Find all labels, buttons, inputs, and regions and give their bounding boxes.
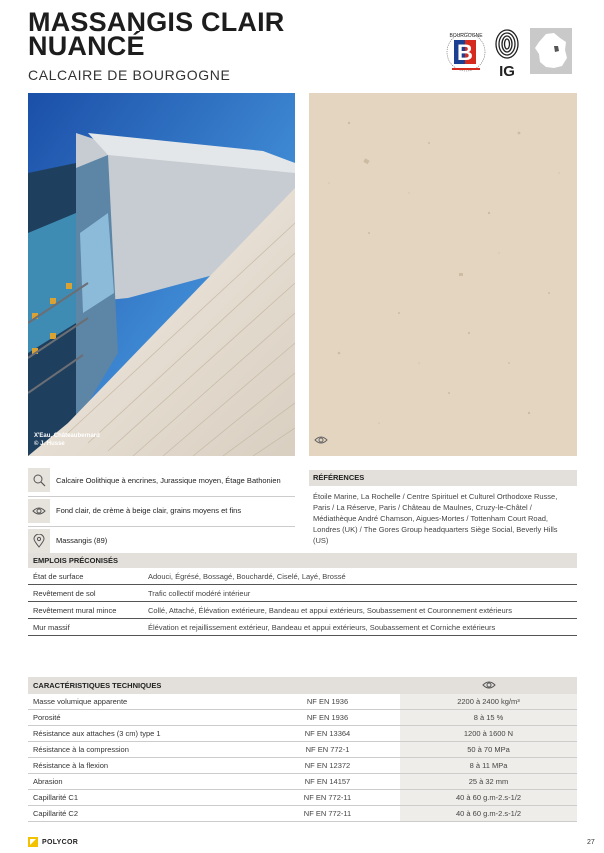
page-number: 27 bbox=[587, 839, 595, 846]
characteristic-value: 40 à 60 g.m-2.s-1/2 bbox=[400, 790, 577, 805]
eye-icon bbox=[28, 499, 50, 523]
characteristic-label: Abrasion bbox=[33, 777, 63, 786]
eye-icon bbox=[314, 432, 328, 450]
page-subtitle: CALCAIRE DE BOURGOGNE bbox=[28, 67, 231, 83]
title-line-1: MASSANGIS CLAIR bbox=[28, 7, 285, 37]
stone-texture-swatch bbox=[309, 93, 577, 456]
table-row bbox=[28, 726, 577, 742]
table-row bbox=[28, 568, 577, 585]
characteristic-norm: NF EN 1936 bbox=[306, 697, 349, 706]
bourgogne-logo bbox=[444, 28, 488, 78]
ig-logo-text: IG bbox=[499, 63, 515, 80]
characteristic-norm: NF EN 13364 bbox=[304, 729, 351, 738]
references-heading: RÉFÉRENCES bbox=[309, 470, 577, 486]
title-line-2: NUANCÉ bbox=[28, 31, 145, 61]
characteristic-value: 25 à 32 mm bbox=[400, 774, 577, 789]
references-list: Étoile Marine, La Rochelle / Centre Spirituel et Culturel Orthodoxe Russe, Paris / La Réserve, Paris / Château de Maulnes, Cruzy-le-Châtel / Médiathèque André Chamson, Aigues-Mortes / Tottenham Court Road, Londres (UK) / The Gores Group headquarters Siège Social, Beverly Hills (US) bbox=[313, 492, 558, 545]
table-row bbox=[28, 694, 577, 710]
property-geology-text: Calcaire Oolithique à encrines, Jurassique moyen, Étage Bathonien bbox=[56, 475, 281, 485]
table-row bbox=[28, 806, 577, 822]
characteristic-norm: NF EN 772-1 bbox=[305, 745, 350, 754]
use-value: Trafic collectif modéré intérieur bbox=[148, 589, 251, 598]
characteristic-label: Porosité bbox=[33, 713, 61, 722]
location-pin-icon bbox=[28, 529, 50, 553]
polycor-logo bbox=[28, 837, 78, 847]
table-row bbox=[28, 742, 577, 758]
table-row bbox=[28, 774, 577, 790]
characteristic-label: Masse volumique apparente bbox=[33, 697, 128, 706]
characteristic-value: 2200 à 2400 kg/m³ bbox=[400, 694, 577, 709]
use-label: Revêtement mural mince bbox=[33, 606, 117, 615]
references-section bbox=[309, 470, 577, 546]
table-row bbox=[28, 585, 577, 602]
table-row bbox=[28, 619, 577, 636]
use-value: Adouci, Égrésé, Bossagé, Bouchardé, Ciselé, Layé, Brossé bbox=[148, 572, 346, 581]
characteristic-label: Capillarité C1 bbox=[33, 793, 79, 802]
polycor-mark-icon bbox=[28, 837, 38, 847]
certification-logos bbox=[444, 28, 572, 80]
property-appearance-text: Fond clair, de crème à beige clair, grains moyens et fins bbox=[56, 506, 242, 515]
use-value: Élévation et rejaillissement extérieur, Bandeau et appui extérieurs, Soubassement et Corniche extérieurs bbox=[148, 623, 496, 632]
characteristic-label: Résistance à la compression bbox=[33, 745, 129, 754]
property-origin bbox=[28, 526, 295, 554]
photo-credit-author: © J. Husse bbox=[34, 441, 65, 447]
use-label: Mur massif bbox=[33, 623, 70, 632]
characteristic-norm: NF EN 772-11 bbox=[303, 793, 352, 802]
characteristic-norm: NF EN 772-11 bbox=[303, 809, 352, 818]
table-row bbox=[28, 790, 577, 806]
table-row bbox=[28, 758, 577, 774]
photo-credit-place: X'Eau, Châteaubernard bbox=[34, 433, 100, 439]
characteristic-label: Résistance à la flexion bbox=[33, 761, 109, 770]
use-label: Revêtement de sol bbox=[33, 589, 96, 598]
characteristic-value: 50 à 70 MPa bbox=[400, 742, 577, 757]
characteristic-value: 1200 à 1600 N bbox=[400, 726, 577, 741]
eye-icon bbox=[482, 679, 496, 696]
bourgogne-logo-text: BOURGOGNE bbox=[449, 33, 483, 39]
technical-heading bbox=[28, 677, 577, 694]
footer-brand: POLYCOR bbox=[42, 838, 79, 846]
characteristic-value: 8 à 11 MPa bbox=[400, 758, 577, 773]
use-label: État de surface bbox=[33, 572, 84, 581]
ig-logo bbox=[494, 28, 520, 80]
stone-properties bbox=[28, 466, 295, 556]
recommended-uses-heading: EMPLOIS PRÉCONISÉS bbox=[28, 553, 577, 568]
technical-heading-text: CARACTÉRISTIQUES TECHNIQUES bbox=[33, 681, 162, 690]
characteristic-norm: NF EN 1936 bbox=[306, 713, 349, 722]
characteristic-value: 8 à 15 % bbox=[400, 710, 577, 725]
france-map-icon bbox=[530, 28, 572, 74]
use-value: Collé, Attaché, Élévation extérieure, Bandeau et appui extérieurs, Soubassement et Couronnement extérieurs bbox=[148, 606, 512, 615]
property-appearance bbox=[28, 496, 295, 524]
table-row bbox=[28, 602, 577, 619]
characteristic-norm: NF EN 12372 bbox=[304, 761, 351, 770]
property-geology bbox=[28, 466, 295, 494]
technical-characteristics-table bbox=[28, 677, 577, 822]
table-row bbox=[28, 710, 577, 726]
building-photo bbox=[28, 93, 295, 456]
bourgogne-logo-letter: B bbox=[457, 40, 473, 65]
characteristic-label: Capillarité C2 bbox=[33, 809, 79, 818]
magnifier-icon bbox=[28, 468, 50, 492]
recommended-uses-table bbox=[28, 553, 577, 636]
property-origin-text: Massangis (89) bbox=[56, 536, 108, 545]
photo-credit bbox=[34, 432, 100, 448]
characteristic-label: Résistance aux attaches (3 cm) type 1 bbox=[33, 729, 161, 738]
characteristic-value: 40 à 60 g.m-2.s-1/2 bbox=[400, 806, 577, 821]
characteristic-norm: NF EN 14157 bbox=[304, 777, 351, 786]
page-title bbox=[28, 7, 285, 61]
